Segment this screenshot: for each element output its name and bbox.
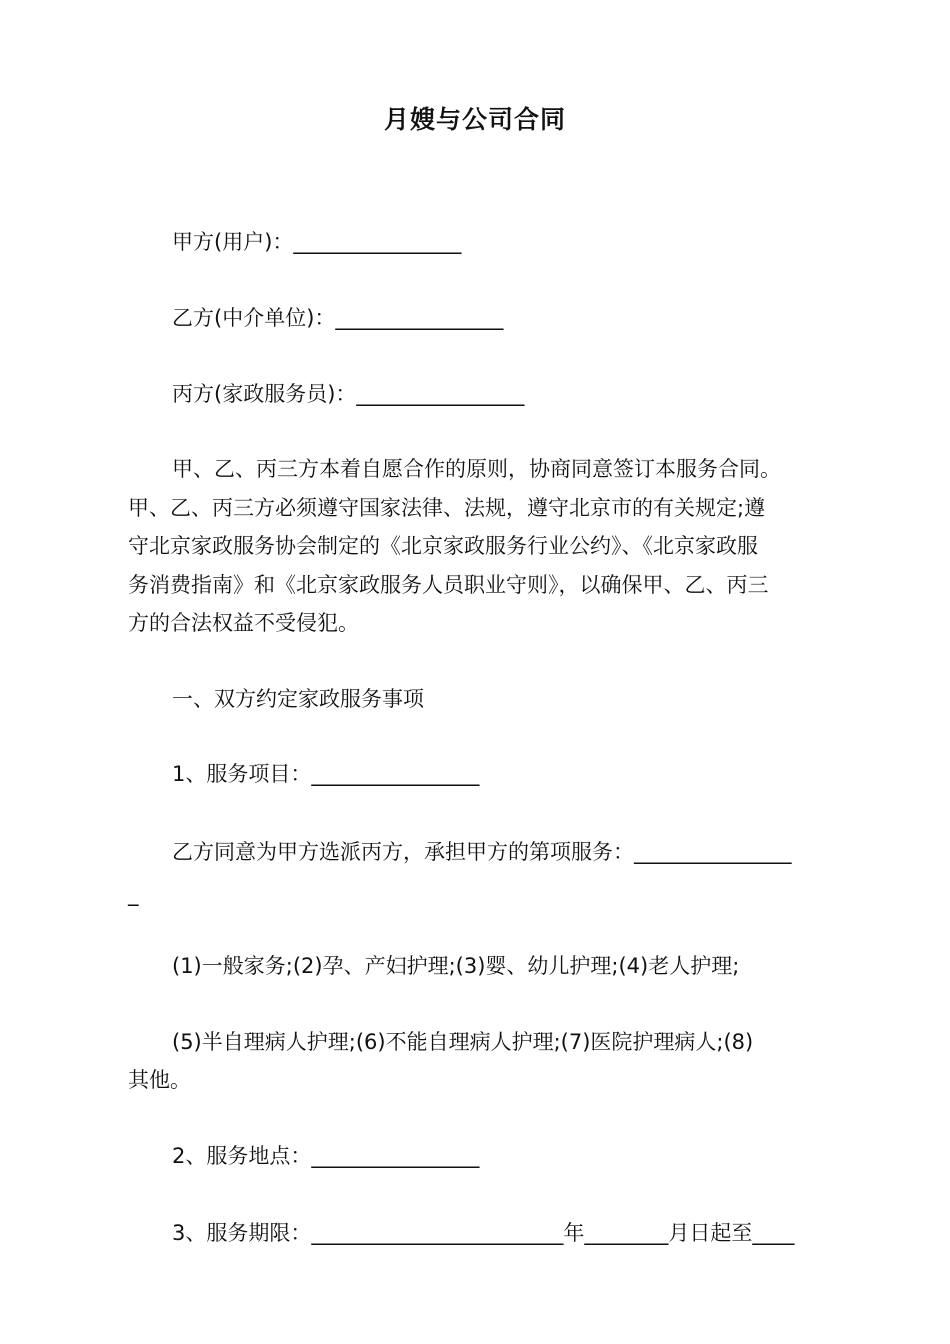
party-a-line: 甲方(用户)：________________: [172, 230, 462, 254]
intro-line-4: 务消费指南》和《北京家政服务人员职业守则》，以确保甲、乙、丙三: [128, 572, 769, 597]
intro-paragraph: [128, 450, 822, 643]
party-b-line: 乙方(中介单位)：________________: [172, 306, 504, 330]
intro-line-3: 守北京家政服务协会制定的《北京家政服务行业公约》、《北京家政服: [128, 534, 758, 558]
item-2-label: 2、服务地点：________________: [172, 1144, 480, 1168]
section-1-heading: 一、双方约定家政服务事项: [172, 687, 424, 711]
item-1-description-continued: _: [128, 882, 139, 906]
service-options-line-1: (1)一般家务;(2)孕、产妇护理;(3)婴、幼儿护理;(4)老人护理;: [172, 954, 740, 978]
item-1-description: 乙方同意为甲方选派丙方，承担甲方的第项服务：_______________: [172, 840, 792, 864]
document-title: 月嫂与公司合同: [383, 105, 566, 134]
service-options-line-2: (5)半自理病人护理;(6)不能自理病人护理;(7)医院护理病人;(8): [172, 1030, 754, 1054]
intro-line-5: 方的合法权益不受侵犯。: [128, 611, 359, 635]
party-c-line: 丙方(家政服务员)：________________: [172, 382, 525, 406]
intro-line-1: 甲、乙、丙三方本着自愿合作的原则，协商同意签订本服务合同。: [172, 457, 781, 481]
item-3-label: 3、服务期限：________________________年________月日起至____: [172, 1221, 795, 1245]
intro-line-2: 甲、乙、丙三方必须遵守国家法律、法规，遵守北京市的有关规定;遵: [128, 495, 766, 520]
item-1-label: 1、服务项目：________________: [172, 762, 480, 786]
service-options-line-2-continued: 其他。: [128, 1068, 191, 1092]
